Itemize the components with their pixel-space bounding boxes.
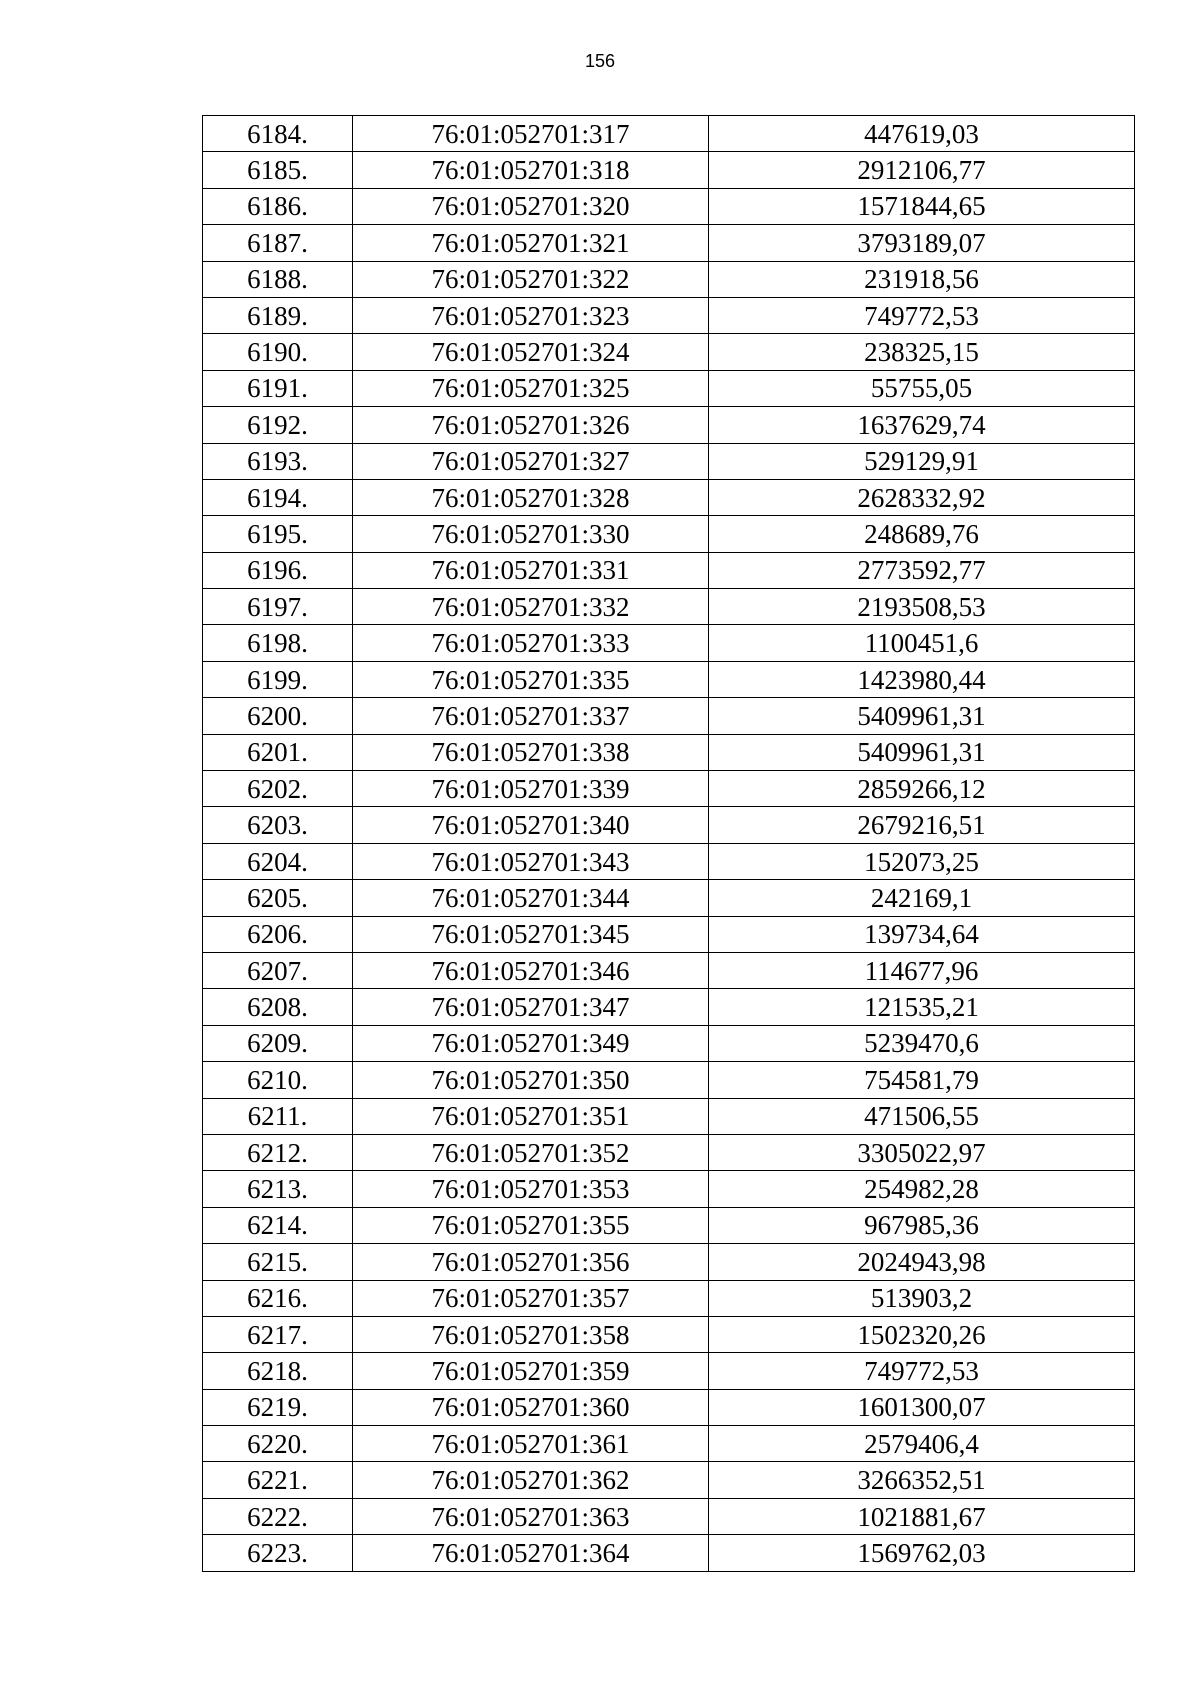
- cadastral-number-cell: 76:01:052701:323: [353, 297, 709, 333]
- table-row: [203, 1244, 1135, 1280]
- table-row: [203, 1462, 1135, 1498]
- cadastral-number-cell: 76:01:052701:357: [353, 1280, 709, 1316]
- cadastral-number-cell: 76:01:052701:349: [353, 1025, 709, 1061]
- cadastral-number-cell: 76:01:052701:322: [353, 261, 709, 297]
- row-number-cell: 6209.: [203, 1025, 353, 1061]
- row-number-cell: 6212.: [203, 1134, 353, 1170]
- cadastral-value-cell: 749772,53: [709, 1353, 1135, 1389]
- cadastral-number-cell: 76:01:052701:353: [353, 1171, 709, 1207]
- row-number-cell: 6185.: [203, 152, 353, 188]
- cadastral-value-cell: 5239470,6: [709, 1025, 1135, 1061]
- cadastral-number-cell: 76:01:052701:330: [353, 516, 709, 552]
- cadastral-value-cell: 5409961,31: [709, 734, 1135, 770]
- row-number-cell: 6218.: [203, 1353, 353, 1389]
- cadastral-value-cell: 513903,2: [709, 1280, 1135, 1316]
- cadastral-number-cell: 76:01:052701:362: [353, 1462, 709, 1498]
- cadastral-number-cell: 76:01:052701:355: [353, 1207, 709, 1243]
- table-row: [203, 407, 1135, 443]
- row-number-cell: 6196.: [203, 552, 353, 588]
- cadastral-value-cell: 242169,1: [709, 880, 1135, 916]
- row-number-cell: 6197.: [203, 589, 353, 625]
- cadastral-number-cell: 76:01:052701:343: [353, 843, 709, 879]
- table-row: [203, 625, 1135, 661]
- cadastral-number-cell: 76:01:052701:356: [353, 1244, 709, 1280]
- cadastral-value-cell: 5409961,31: [709, 698, 1135, 734]
- row-number-cell: 6200.: [203, 698, 353, 734]
- cadastral-value-cell: 3305022,97: [709, 1134, 1135, 1170]
- row-number-cell: 6206.: [203, 916, 353, 952]
- row-number-cell: 6220.: [203, 1426, 353, 1462]
- cadastral-number-cell: 76:01:052701:345: [353, 916, 709, 952]
- row-number-cell: 6199.: [203, 661, 353, 697]
- cadastral-number-cell: 76:01:052701:337: [353, 698, 709, 734]
- table-row: [203, 225, 1135, 261]
- table-row: [203, 188, 1135, 224]
- cadastral-value-cell: 2579406,4: [709, 1426, 1135, 1462]
- table-row: [203, 843, 1135, 879]
- table-row: [203, 807, 1135, 843]
- cadastral-value-cell: 1637629,74: [709, 407, 1135, 443]
- cadastral-value-cell: 1100451,6: [709, 625, 1135, 661]
- table-row: [203, 1098, 1135, 1134]
- table-row: [203, 1134, 1135, 1170]
- cadastral-value-cell: 114677,96: [709, 952, 1135, 988]
- cadastral-value-cell: 967985,36: [709, 1207, 1135, 1243]
- table-row: [203, 1280, 1135, 1316]
- cadastral-value-cell: 2912106,77: [709, 152, 1135, 188]
- cadastral-value-cell: 3266352,51: [709, 1462, 1135, 1498]
- cadastral-value-cell: 471506,55: [709, 1098, 1135, 1134]
- table-row: [203, 516, 1135, 552]
- row-number-cell: 6184.: [203, 116, 353, 152]
- row-number-cell: 6190.: [203, 334, 353, 370]
- table-row: [203, 734, 1135, 770]
- cadastral-number-cell: 76:01:052701:359: [353, 1353, 709, 1389]
- cadastral-value-cell: 1569762,03: [709, 1535, 1135, 1571]
- cadastral-number-cell: 76:01:052701:350: [353, 1062, 709, 1098]
- cadastral-number-cell: 76:01:052701:352: [353, 1134, 709, 1170]
- table-row: [203, 116, 1135, 152]
- row-number-cell: 6208.: [203, 989, 353, 1025]
- table-row: [203, 552, 1135, 588]
- row-number-cell: 6216.: [203, 1280, 353, 1316]
- cadastral-number-cell: 76:01:052701:363: [353, 1498, 709, 1534]
- table-row: [203, 1389, 1135, 1425]
- cadastral-value-table: [202, 115, 1135, 1572]
- cadastral-value-cell: 2628332,92: [709, 479, 1135, 515]
- cadastral-value-cell: 2859266,12: [709, 771, 1135, 807]
- cadastral-value-cell: 2679216,51: [709, 807, 1135, 843]
- table-row: [203, 952, 1135, 988]
- table-row: [203, 661, 1135, 697]
- cadastral-value-cell: 749772,53: [709, 297, 1135, 333]
- cadastral-number-cell: 76:01:052701:347: [353, 989, 709, 1025]
- cadastral-value-cell: 152073,25: [709, 843, 1135, 879]
- cadastral-value-cell: 238325,15: [709, 334, 1135, 370]
- table-row: [203, 152, 1135, 188]
- cadastral-number-cell: 76:01:052701:335: [353, 661, 709, 697]
- row-number-cell: 6189.: [203, 297, 353, 333]
- row-number-cell: 6203.: [203, 807, 353, 843]
- cadastral-number-cell: 76:01:052701:326: [353, 407, 709, 443]
- table-row: [203, 589, 1135, 625]
- cadastral-value-cell: 1502320,26: [709, 1316, 1135, 1352]
- row-number-cell: 6193.: [203, 443, 353, 479]
- table-row: [203, 916, 1135, 952]
- table-row: [203, 1353, 1135, 1389]
- cadastral-number-cell: 76:01:052701:338: [353, 734, 709, 770]
- table-row: [203, 1171, 1135, 1207]
- table-row: [203, 880, 1135, 916]
- cadastral-value-cell: 254982,28: [709, 1171, 1135, 1207]
- row-number-cell: 6202.: [203, 771, 353, 807]
- cadastral-value-cell: 2193508,53: [709, 589, 1135, 625]
- cadastral-value-cell: 2773592,77: [709, 552, 1135, 588]
- table-row: [203, 1316, 1135, 1352]
- cadastral-number-cell: 76:01:052701:324: [353, 334, 709, 370]
- row-number-cell: 6211.: [203, 1098, 353, 1134]
- table-row: [203, 1062, 1135, 1098]
- cadastral-value-cell: 231918,56: [709, 261, 1135, 297]
- row-number-cell: 6205.: [203, 880, 353, 916]
- table-row: [203, 1498, 1135, 1534]
- table-row: [203, 334, 1135, 370]
- cadastral-value-cell: 2024943,98: [709, 1244, 1135, 1280]
- cadastral-value-cell: 1423980,44: [709, 661, 1135, 697]
- table-row: [203, 1207, 1135, 1243]
- row-number-cell: 6219.: [203, 1389, 353, 1425]
- cadastral-number-cell: 76:01:052701:331: [353, 552, 709, 588]
- cadastral-value-cell: 3793189,07: [709, 225, 1135, 261]
- row-number-cell: 6221.: [203, 1462, 353, 1498]
- cadastral-number-cell: 76:01:052701:325: [353, 370, 709, 406]
- cadastral-value-cell: 248689,76: [709, 516, 1135, 552]
- cadastral-value-cell: 529129,91: [709, 443, 1135, 479]
- cadastral-value-cell: 139734,64: [709, 916, 1135, 952]
- row-number-cell: 6210.: [203, 1062, 353, 1098]
- cadastral-value-cell: 447619,03: [709, 116, 1135, 152]
- table-row: [203, 370, 1135, 406]
- table-row: [203, 443, 1135, 479]
- cadastral-number-cell: 76:01:052701:327: [353, 443, 709, 479]
- row-number-cell: 6192.: [203, 407, 353, 443]
- cadastral-value-cell: 754581,79: [709, 1062, 1135, 1098]
- table-row: [203, 989, 1135, 1025]
- row-number-cell: 6223.: [203, 1535, 353, 1571]
- row-number-cell: 6195.: [203, 516, 353, 552]
- cadastral-number-cell: 76:01:052701:360: [353, 1389, 709, 1425]
- cadastral-number-cell: 76:01:052701:328: [353, 479, 709, 515]
- table-row: [203, 297, 1135, 333]
- cadastral-number-cell: 76:01:052701:333: [353, 625, 709, 661]
- row-number-cell: 6198.: [203, 625, 353, 661]
- row-number-cell: 6213.: [203, 1171, 353, 1207]
- table-row: [203, 1535, 1135, 1571]
- row-number-cell: 6187.: [203, 225, 353, 261]
- row-number-cell: 6215.: [203, 1244, 353, 1280]
- table-row: [203, 1426, 1135, 1462]
- cadastral-number-cell: 76:01:052701:344: [353, 880, 709, 916]
- cadastral-number-cell: 76:01:052701:351: [353, 1098, 709, 1134]
- cadastral-number-cell: 76:01:052701:317: [353, 116, 709, 152]
- cadastral-number-cell: 76:01:052701:346: [353, 952, 709, 988]
- cadastral-number-cell: 76:01:052701:318: [353, 152, 709, 188]
- table-row: [203, 1025, 1135, 1061]
- table-body: [203, 116, 1135, 1572]
- page-number: 156: [584, 51, 616, 71]
- cadastral-value-cell: 55755,05: [709, 370, 1135, 406]
- table-row: [203, 771, 1135, 807]
- table-row: [203, 698, 1135, 734]
- row-number-cell: 6204.: [203, 843, 353, 879]
- cadastral-value-cell: 121535,21: [709, 989, 1135, 1025]
- cadastral-value-cell: 1021881,67: [709, 1498, 1135, 1534]
- cadastral-value-cell: 1571844,65: [709, 188, 1135, 224]
- cadastral-number-cell: 76:01:052701:320: [353, 188, 709, 224]
- cadastral-number-cell: 76:01:052701:321: [353, 225, 709, 261]
- cadastral-number-cell: 76:01:052701:364: [353, 1535, 709, 1571]
- cadastral-number-cell: 76:01:052701:358: [353, 1316, 709, 1352]
- row-number-cell: 6214.: [203, 1207, 353, 1243]
- row-number-cell: 6217.: [203, 1316, 353, 1352]
- row-number-cell: 6201.: [203, 734, 353, 770]
- cadastral-number-cell: 76:01:052701:340: [353, 807, 709, 843]
- row-number-cell: 6188.: [203, 261, 353, 297]
- table-row: [203, 479, 1135, 515]
- table-row: [203, 261, 1135, 297]
- row-number-cell: 6194.: [203, 479, 353, 515]
- row-number-cell: 6191.: [203, 370, 353, 406]
- cadastral-number-cell: 76:01:052701:332: [353, 589, 709, 625]
- row-number-cell: 6207.: [203, 952, 353, 988]
- cadastral-number-cell: 76:01:052701:361: [353, 1426, 709, 1462]
- cadastral-value-cell: 1601300,07: [709, 1389, 1135, 1425]
- cadastral-number-cell: 76:01:052701:339: [353, 771, 709, 807]
- row-number-cell: 6222.: [203, 1498, 353, 1534]
- row-number-cell: 6186.: [203, 188, 353, 224]
